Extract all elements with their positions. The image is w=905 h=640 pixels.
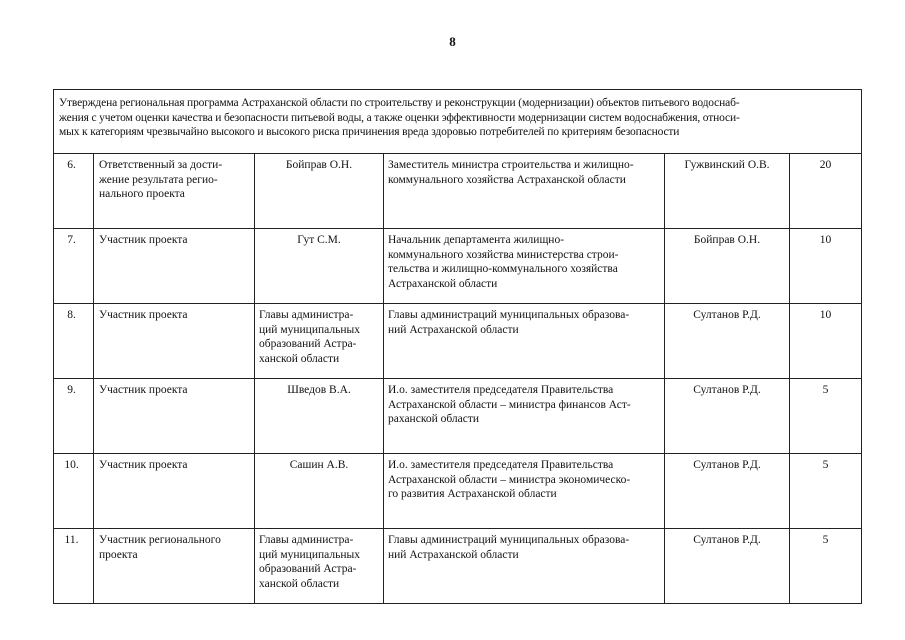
project-role: Ответственный за дости- жение результата регио- нального проекта <box>94 154 255 229</box>
workload-value: 20 <box>790 154 862 229</box>
supervisor-name: Султанов Р.Д. <box>665 304 790 379</box>
workload-value: 10 <box>790 304 862 379</box>
table-header-row <box>54 90 862 154</box>
program-header-text: Утверждена региональная программа Астраханской области по строительству и реконструкции (модернизации) объектов питьевого водоснаб- жения с учетом оценки качества и безопасности питьевой воды, а также оценки эффективности модернизации систем водоснабжения, относи- мых к категориям чрезвычайно высокого и высокого риска причинения вреда здоровью потребителей по критериям безопасности <box>54 90 862 154</box>
workload-value: 5 <box>790 529 862 604</box>
row-number: 8. <box>54 304 94 379</box>
project-role: Участник проекта <box>94 454 255 529</box>
row-number: 9. <box>54 379 94 454</box>
person-name: Шведов В.А. <box>255 379 384 454</box>
page-number: 8 <box>449 34 456 49</box>
person-name: Главы администра- ций муниципальных образований Астра- ханской области <box>255 529 384 604</box>
supervisor-name: Султанов Р.Д. <box>665 529 790 604</box>
table-row <box>54 229 862 304</box>
person-position: И.о. заместителя председателя Правительства Астраханской области – министра финансов Аст- раханской области <box>384 379 665 454</box>
supervisor-name: Султанов Р.Д. <box>665 454 790 529</box>
supervisor-name: Гужвинский О.В. <box>665 154 790 229</box>
row-number: 6. <box>54 154 94 229</box>
row-number: 10. <box>54 454 94 529</box>
row-number: 11. <box>54 529 94 604</box>
table-row <box>54 154 862 229</box>
supervisor-name: Бойправ О.Н. <box>665 229 790 304</box>
project-role: Участник проекта <box>94 229 255 304</box>
project-role: Участник регионального проекта <box>94 529 255 604</box>
table-row <box>54 379 862 454</box>
participants-table <box>53 89 862 604</box>
person-name: Гут С.М. <box>255 229 384 304</box>
person-position: Начальник департамента жилищно- коммунального хозяйства министерства строи- тельства и жилищно-коммунального хозяйства Астраханской области <box>384 229 665 304</box>
person-name: Главы администра- ций муниципальных образований Астра- ханской области <box>255 304 384 379</box>
workload-value: 5 <box>790 379 862 454</box>
project-role: Участник проекта <box>94 379 255 454</box>
supervisor-name: Султанов Р.Д. <box>665 379 790 454</box>
person-position: И.о. заместителя председателя Правительства Астраханской области – министра экономическо- го развития Астраханской области <box>384 454 665 529</box>
table-row <box>54 304 862 379</box>
project-role: Участник проекта <box>94 304 255 379</box>
workload-value: 10 <box>790 229 862 304</box>
person-position: Главы администраций муниципальных образова- ний Астраханской области <box>384 304 665 379</box>
table-row <box>54 454 862 529</box>
person-position: Главы администраций муниципальных образова- ний Астраханской области <box>384 529 665 604</box>
row-number: 7. <box>54 229 94 304</box>
person-name: Сашин А.В. <box>255 454 384 529</box>
table-row <box>54 529 862 604</box>
workload-value: 5 <box>790 454 862 529</box>
person-name: Бойправ О.Н. <box>255 154 384 229</box>
person-position: Заместитель министра строительства и жилищно- коммунального хозяйства Астраханской области <box>384 154 665 229</box>
